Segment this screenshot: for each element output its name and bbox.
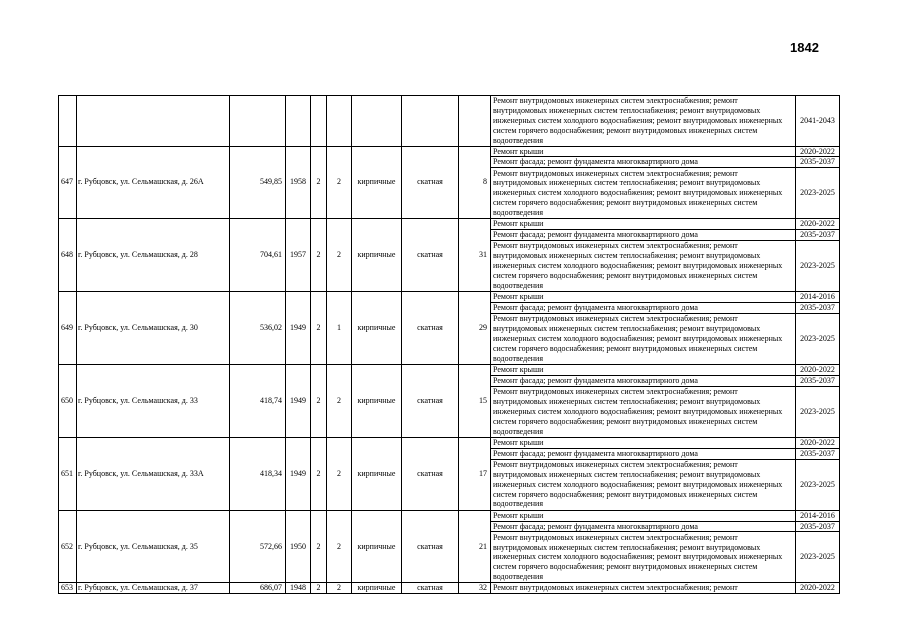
row-residents: 31: [459, 219, 491, 292]
work-years-systems: 2023-2025: [796, 386, 840, 437]
row-entrances: 2: [327, 510, 352, 583]
row-entrances: 2: [327, 583, 352, 594]
work-years: 2020-2022: [796, 583, 840, 594]
work-systems: Ремонт внутридомовых инженерных систем электроснабжения; ремонт внутридомовых инженерных систем теплоснабжения; ремонт внутридомовых инженерных систем холодного водоснабжения; ремонт внутридомовых инженерных систем горячего водоснабжения; ремонт внутридомовых инженерных систем водоотведения: [491, 241, 796, 292]
row-walls: кирпичные: [352, 219, 402, 292]
page-number: 1842: [790, 40, 819, 55]
work-years: 2041-2043: [796, 96, 840, 147]
row-year: 1958: [286, 146, 311, 219]
row-area: 686,07: [230, 583, 286, 594]
work-roof: Ремонт крыши: [491, 364, 796, 375]
row-residents: 29: [459, 292, 491, 365]
housing-repair-table-wrap: [58, 95, 840, 594]
table-row-last: [59, 583, 840, 594]
work-years-systems: 2023-2025: [796, 241, 840, 292]
work-years-roof: 2020-2022: [796, 146, 840, 157]
work-facade: Ремонт фасада; ремонт фундамента многоквартирного дома: [491, 448, 796, 459]
row-year: 1949: [286, 364, 311, 437]
work-roof: Ремонт крыши: [491, 292, 796, 303]
row-number: 651: [59, 437, 77, 510]
work-roof: Ремонт крыши: [491, 219, 796, 230]
row-residents: 32: [459, 583, 491, 594]
table-body: [59, 96, 840, 594]
row-roof-type: скатная: [402, 292, 459, 365]
row-year: 1957: [286, 219, 311, 292]
row-address: г. Рубцовск, ул. Сельмашская, д. 35: [77, 510, 230, 583]
work-years-roof: 2020-2022: [796, 437, 840, 448]
row-year: 1948: [286, 583, 311, 594]
work-systems: Ремонт внутридомовых инженерных систем электроснабжения; ремонт внутридомовых инженерных систем теплоснабжения; ремонт внутридомовых инженерных систем холодного водоснабжения; ремонт внутридомовых инженерных систем горячего водоснабжения; ремонт внутридомовых инженерных систем водоотведения: [491, 313, 796, 364]
work-years-roof: 2014-2016: [796, 292, 840, 303]
row-year: 1950: [286, 510, 311, 583]
work-years-facade: 2035-2037: [796, 448, 840, 459]
row-area: 536,02: [230, 292, 286, 365]
work-years-roof: 2020-2022: [796, 364, 840, 375]
work-systems: Ремонт внутридомовых инженерных систем электроснабжения; ремонт внутридомовых инженерных систем теплоснабжения; ремонт внутридомовых инженерных систем холодного водоснабжения; ремонт внутридомовых инженерных систем горячего водоснабжения; ремонт внутридомовых инженерных систем водоотведения: [491, 459, 796, 510]
row-floors: 2: [311, 437, 327, 510]
table-row: [59, 437, 840, 448]
row-number: 649: [59, 292, 77, 365]
work-systems: Ремонт внутридомовых инженерных систем электроснабжения; ремонт внутридомовых инженерных систем теплоснабжения; ремонт внутридомовых инженерных систем холодного водоснабжения; ремонт внутридомовых инженерных систем горячего водоснабжения; ремонт внутридомовых инженерных систем водоотведения: [491, 532, 796, 583]
row-area: 572,66: [230, 510, 286, 583]
row-residents: 8: [459, 146, 491, 219]
row-floors: 2: [311, 146, 327, 219]
row-floors: 2: [311, 364, 327, 437]
row-number: 648: [59, 219, 77, 292]
work-systems: Ремонт внутридомовых инженерных систем электроснабжения; ремонт внутридомовых инженерных систем теплоснабжения; ремонт внутридомовых инженерных систем холодного водоснабжения; ремонт внутридомовых инженерных систем горячего водоснабжения; ремонт внутридомовых инженерных систем водоотведения: [491, 96, 796, 147]
row-entrances: 2: [327, 146, 352, 219]
row-roof-type: скатная: [402, 583, 459, 594]
row-number: 653: [59, 583, 77, 594]
row-number: 650: [59, 364, 77, 437]
row-address: г. Рубцовск, ул. Сельмашская, д. 33: [77, 364, 230, 437]
work-facade: Ремонт фасада; ремонт фундамента многоквартирного дома: [491, 303, 796, 314]
row-address: г. Рубцовск, ул. Сельмашская, д. 37: [77, 583, 230, 594]
work-facade: Ремонт фасада; ремонт фундамента многоквартирного дома: [491, 230, 796, 241]
row-entrances: 2: [327, 437, 352, 510]
table-row: [59, 219, 840, 230]
work-facade: Ремонт фасада; ремонт фундамента многоквартирного дома: [491, 157, 796, 168]
work-years-systems: 2023-2025: [796, 459, 840, 510]
row-walls: кирпичные: [352, 146, 402, 219]
row-number: 647: [59, 146, 77, 219]
row-residents: 17: [459, 437, 491, 510]
row-walls: кирпичные: [352, 583, 402, 594]
work-facade: Ремонт фасада; ремонт фундамента многоквартирного дома: [491, 375, 796, 386]
row-address: г. Рубцовск, ул. Сельмашская, д. 30: [77, 292, 230, 365]
row-year: 1949: [286, 437, 311, 510]
row-floors: 2: [311, 292, 327, 365]
work-years-systems: 2023-2025: [796, 532, 840, 583]
row-entrances: 2: [327, 364, 352, 437]
work-years-facade: 2035-2037: [796, 157, 840, 168]
housing-repair-table: [58, 95, 840, 594]
row-roof-type: скатная: [402, 437, 459, 510]
work-years-facade: 2035-2037: [796, 303, 840, 314]
work-systems: Ремонт внутридомовых инженерных систем электроснабжения; ремонт внутридомовых инженерных систем теплоснабжения; ремонт внутридомовых инженерных систем холодного водоснабжения; ремонт внутридомовых инженерных систем горячего водоснабжения; ремонт внутридомовых инженерных систем водоотведения: [491, 386, 796, 437]
row-floors: 2: [311, 510, 327, 583]
work-roof: Ремонт крыши: [491, 437, 796, 448]
row-area: 418,74: [230, 364, 286, 437]
row-area: 704,61: [230, 219, 286, 292]
row-address: г. Рубцовск, ул. Сельмашская, д. 28: [77, 219, 230, 292]
work-roof: Ремонт крыши: [491, 510, 796, 521]
row-number: 652: [59, 510, 77, 583]
work-roof: Ремонт крыши: [491, 146, 796, 157]
row-walls: кирпичные: [352, 510, 402, 583]
row-area: 418,34: [230, 437, 286, 510]
work-systems-cut: Ремонт внутридомовых инженерных систем электроснабжения; ремонт: [491, 583, 796, 594]
row-roof-type: скатная: [402, 364, 459, 437]
row-walls: кирпичные: [352, 364, 402, 437]
row-year: 1949: [286, 292, 311, 365]
table-row-continuation: [59, 96, 840, 147]
work-years-roof: 2020-2022: [796, 219, 840, 230]
work-years-systems: 2023-2025: [796, 168, 840, 219]
work-years-facade: 2035-2037: [796, 521, 840, 532]
table-row: [59, 146, 840, 157]
work-years-facade: 2035-2037: [796, 230, 840, 241]
row-entrances: 1: [327, 292, 352, 365]
work-years-facade: 2035-2037: [796, 375, 840, 386]
work-systems: Ремонт внутридомовых инженерных систем электроснабжения; ремонт внутридомовых инженерных систем теплоснабжения; ремонт внутридомовых инженерных систем холодного водоснабжения; ремонт внутридомовых инженерных систем горячего водоснабжения; ремонт внутридомовых инженерных систем водоотведения: [491, 168, 796, 219]
row-walls: кирпичные: [352, 437, 402, 510]
row-area: 549,85: [230, 146, 286, 219]
row-roof-type: скатная: [402, 146, 459, 219]
row-roof-type: скатная: [402, 219, 459, 292]
row-floors: 2: [311, 219, 327, 292]
row-residents: 21: [459, 510, 491, 583]
work-facade: Ремонт фасада; ремонт фундамента многоквартирного дома: [491, 521, 796, 532]
table-row: [59, 292, 840, 303]
row-walls: кирпичные: [352, 292, 402, 365]
row-floors: 2: [311, 583, 327, 594]
row-residents: 15: [459, 364, 491, 437]
row-entrances: 2: [327, 219, 352, 292]
row-address: г. Рубцовск, ул. Сельмашская, д. 26А: [77, 146, 230, 219]
work-years-systems: 2023-2025: [796, 313, 840, 364]
table-row: [59, 510, 840, 521]
table-row: [59, 364, 840, 375]
row-address: г. Рубцовск, ул. Сельмашская, д. 33А: [77, 437, 230, 510]
row-roof-type: скатная: [402, 510, 459, 583]
work-years-roof: 2014-2016: [796, 510, 840, 521]
